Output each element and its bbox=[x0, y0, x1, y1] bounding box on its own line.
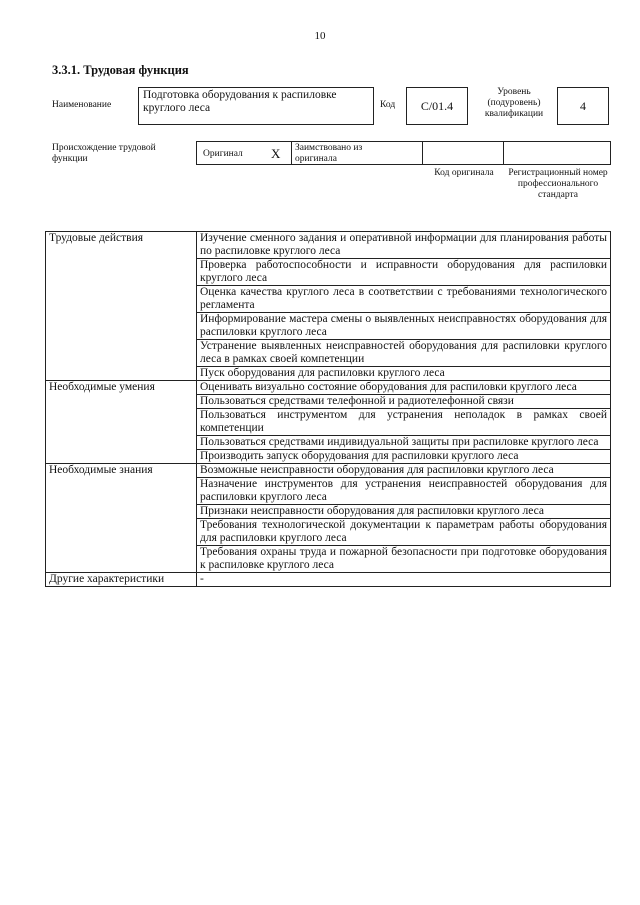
item-cell: Требования охраны труда и пожарной безопасности при подготовке оборудования к распиловке круглого леса bbox=[197, 546, 611, 573]
function-table bbox=[45, 231, 611, 587]
function-name-box bbox=[138, 87, 374, 125]
original-cell bbox=[196, 141, 292, 165]
item-cell: Проверка работоспособности и исправности оборудования для распиловки круглого леса bbox=[197, 259, 611, 286]
level-box bbox=[557, 87, 609, 125]
item-cell: - bbox=[197, 573, 611, 587]
code-label: Код bbox=[380, 100, 396, 110]
origin-label: Происхождение трудовой функции bbox=[52, 143, 156, 164]
borrowed-label: Заимствовано из оригинала bbox=[295, 143, 363, 164]
code-box bbox=[406, 87, 468, 125]
name-label: Наименование bbox=[52, 100, 112, 110]
item-cell: Требования технологической документации к параметрам работы оборудования для распиловки круглого леса bbox=[197, 519, 611, 546]
section-title: 3.3.1. Трудовая функция bbox=[52, 63, 189, 77]
code-original-label: Код оригинала bbox=[434, 168, 494, 178]
level-label: Уровень (подуровень) квалификации bbox=[484, 87, 544, 119]
original-label: Оригинал bbox=[203, 149, 243, 159]
level-value: 4 bbox=[580, 98, 586, 113]
item-cell: Пуск оборудования для распиловки круглого леса bbox=[197, 367, 611, 381]
table-row bbox=[46, 381, 611, 395]
code-original-cell bbox=[422, 141, 504, 165]
reg-number-cell bbox=[503, 141, 611, 165]
item-cell: Изучение сменного задания и оперативной информации для планирования работы по распиловке круглого леса bbox=[197, 232, 611, 259]
category-cell: Необходимые умения bbox=[46, 381, 197, 464]
borrowed-cell bbox=[291, 141, 423, 165]
item-cell: Устранение выявленных неисправностей оборудования для распиловки круглого леса в рамках своей компетенции bbox=[197, 340, 611, 367]
code-value: C/01.4 bbox=[420, 98, 454, 113]
table-row bbox=[46, 464, 611, 478]
category-cell: Другие характеристики bbox=[46, 573, 197, 587]
page-number: 10 bbox=[314, 30, 326, 42]
item-cell: Информирование мастера смены о выявленных неисправностях оборудования для распиловки круглого леса bbox=[197, 313, 611, 340]
table-row bbox=[46, 573, 611, 587]
item-cell: Признаки неисправности оборудования для распиловки круглого леса bbox=[197, 505, 611, 519]
category-cell: Необходимые знания bbox=[46, 464, 197, 573]
item-cell: Пользоваться инструментом для устранения неполадок в рамках своей компетенции bbox=[197, 409, 611, 436]
item-cell: Назначение инструментов для устранения неисправностей оборудования для распиловки круглого леса bbox=[197, 478, 611, 505]
item-cell: Оценка качества круглого леса в соответствии с требованиями технологического регламента bbox=[197, 286, 611, 313]
category-cell: Трудовые действия bbox=[46, 232, 197, 381]
table-row bbox=[46, 232, 611, 259]
item-cell: Пользоваться средствами телефонной и радиотелефонной связи bbox=[197, 395, 611, 409]
reg-number-label: Регистрационный номер профессионального стандарта bbox=[508, 168, 608, 200]
function-name-value: Подготовка оборудования к распиловке круглого леса bbox=[143, 89, 337, 114]
item-cell: Пользоваться средствами индивидуальной защиты при распиловке круглого леса bbox=[197, 436, 611, 450]
item-cell: Производить запуск оборудования для распиловки круглого леса bbox=[197, 450, 611, 464]
item-cell: Оценивать визуально состояние оборудования для распиловки круглого леса bbox=[197, 381, 611, 395]
original-mark: X bbox=[271, 146, 281, 161]
item-cell: Возможные неисправности оборудования для распиловки круглого леса bbox=[197, 464, 611, 478]
